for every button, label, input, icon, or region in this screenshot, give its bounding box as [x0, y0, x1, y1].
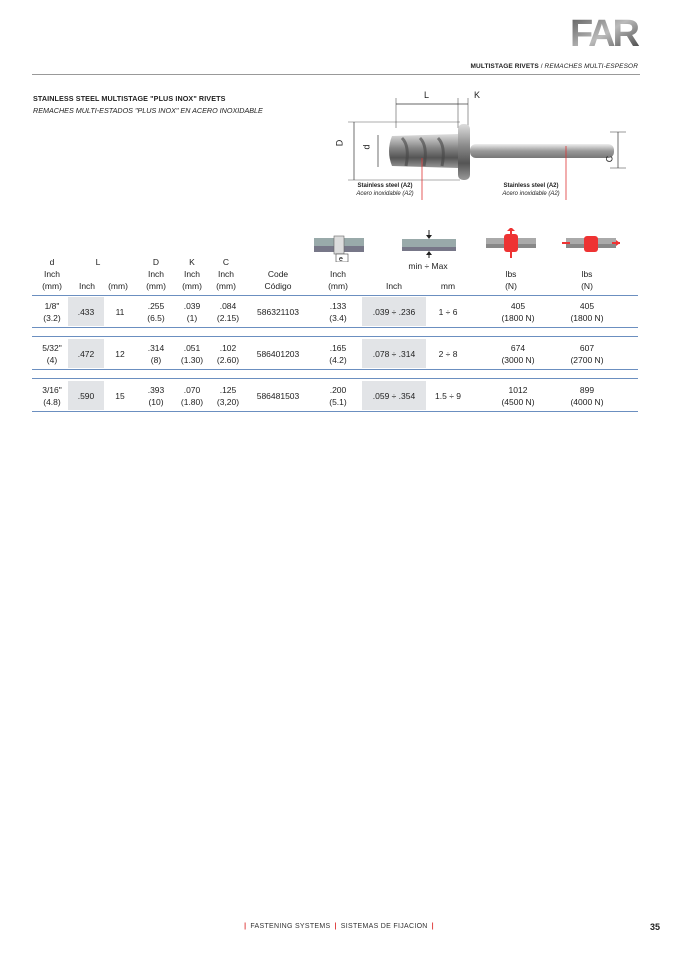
header-D — [138, 256, 174, 292]
cell-l-mm: 15 — [115, 391, 125, 401]
cell-K-inch: .051 — [183, 343, 201, 353]
cell-tensile — [556, 300, 618, 324]
header-d — [32, 256, 72, 292]
header-divider — [32, 295, 638, 296]
cell-C-inch: .102 — [219, 343, 237, 353]
cell-D-inch: .393 — [147, 385, 165, 395]
cell-D — [138, 384, 174, 408]
footer-left-text: FASTENING SYSTEMS — [250, 923, 331, 930]
section-label — [471, 63, 638, 70]
cell-K-mm: (1.80) — [180, 397, 204, 407]
cell-tensile-lbs: 607 — [579, 343, 595, 353]
cell-d — [32, 384, 72, 408]
header-C-inch: Inch — [217, 269, 235, 279]
header-shear-n: (N) — [505, 281, 517, 291]
header-shear — [486, 268, 536, 292]
cell-C — [208, 384, 248, 408]
cell-code: 586481503 — [256, 391, 300, 401]
cell-e — [316, 300, 360, 324]
header-code-es: Código — [264, 281, 292, 291]
cell-grip-mm: 1 ÷ 6 — [438, 307, 458, 317]
logo-text: FAR — [570, 13, 637, 52]
header-K — [174, 256, 210, 292]
cell-grip-inch: .039 ÷ .236 — [372, 307, 416, 317]
cell-grip-mm: 1.5 ÷ 9 — [435, 391, 461, 401]
cell-e-inch: .165 — [329, 343, 347, 353]
cell-code: 586321103 — [257, 307, 299, 317]
cell-d-inch: 5/32" — [42, 343, 62, 353]
header-l-inch: Inch — [78, 281, 96, 291]
header-d-inch: Inch — [43, 269, 61, 279]
body-material-en: Stainless steel (A2) — [357, 183, 413, 189]
shear-strength-icon — [484, 228, 538, 263]
tensile-strength-icon — [562, 230, 620, 261]
cell-tensile-n: (4000 N) — [570, 397, 604, 407]
cell-l-inch: .472 — [77, 349, 95, 359]
header-C-mm: (mm) — [216, 281, 236, 291]
header-tensile-n: (N) — [581, 281, 593, 291]
header-K-inch: Inch — [183, 269, 201, 279]
cell-e-mm: (4.2) — [329, 355, 347, 365]
cell-D-mm: (10) — [148, 397, 164, 407]
header-shear-lbs: lbs — [505, 269, 517, 279]
cell-tensile-lbs: 899 — [579, 385, 595, 395]
row-3-bottom-rule — [32, 411, 638, 412]
header-e-mm: (mm) — [328, 281, 348, 291]
section-label-bold: MULTISTAGE RIVETS — [470, 63, 539, 70]
cell-K-mm: (1.30) — [180, 355, 204, 365]
header-grip-mm: mm — [440, 281, 456, 291]
row-2-bottom-rule — [32, 369, 638, 370]
cell-tensile — [556, 384, 618, 408]
cell-grip-inch: .059 ÷ .354 — [372, 391, 416, 401]
cell-tensile-n: (2700 N) — [570, 355, 604, 365]
header-D-mm: (mm) — [146, 281, 166, 291]
cell-D-inch: .255 — [147, 301, 165, 311]
dim-c-label: C — [604, 155, 615, 163]
cell-D — [138, 300, 174, 324]
cell-shear-n: (1800 N) — [501, 313, 535, 323]
cell-C — [208, 300, 248, 324]
body-material-label — [340, 182, 430, 198]
header-rule — [32, 74, 640, 75]
cell-grip-inch: .078 ÷ .314 — [372, 349, 416, 359]
cell-l-mm: 11 — [115, 307, 125, 317]
cell-grip-mm: 2 ÷ 8 — [438, 349, 458, 359]
cell-e-inch: .200 — [329, 385, 347, 395]
header-D-inch: Inch — [147, 269, 165, 279]
cell-l-mm: 12 — [115, 349, 125, 359]
cell-d-inch: 1/8" — [44, 301, 60, 311]
header-l-mm: (mm) — [108, 281, 128, 291]
cell-shear — [486, 384, 550, 408]
cell-shear — [486, 300, 550, 324]
mandrel-material-es: Acero inoxidable (A2) — [502, 191, 560, 197]
cell-code: 586401203 — [256, 349, 300, 359]
footer-right-text: SISTEMAS DE FIJACION — [340, 923, 428, 930]
cell-K — [174, 384, 210, 408]
section-label-sep: / — [540, 63, 543, 70]
header-K-symbol: K — [189, 257, 195, 267]
page-subtitle: REMACHES MULTI-ESTADOS "PLUS INOX" EN ACERO INOXIDABLE — [33, 106, 263, 115]
footer-separator: | — [244, 923, 247, 930]
dim-l-label: L — [424, 90, 430, 100]
header-l: L — [95, 257, 101, 267]
footer-separator: | — [431, 923, 434, 930]
cell-d-mm: (4.8) — [43, 397, 61, 407]
cell-e-mm: (3.4) — [329, 313, 347, 323]
page-footer — [0, 923, 678, 930]
cell-C-inch: .125 — [219, 385, 237, 395]
header-grip: min ÷ Max — [408, 261, 448, 271]
cell-K-inch: .070 — [183, 385, 201, 395]
dim-D-label: D — [334, 139, 345, 147]
footer-separator: | — [334, 923, 337, 930]
edge-distance-letter: e — [339, 256, 343, 262]
header-tensile-lbs: lbs — [581, 269, 593, 279]
cell-K-inch: .039 — [183, 301, 201, 311]
cell-d-mm: (4) — [46, 355, 58, 365]
cell-d — [32, 342, 72, 366]
header-e — [316, 268, 360, 292]
cell-D — [138, 342, 174, 366]
dim-d-label: d — [361, 144, 372, 150]
grip-range-icon — [402, 230, 456, 263]
cell-e — [316, 342, 360, 366]
cell-e-mm: (5.1) — [329, 397, 347, 407]
cell-shear — [486, 342, 550, 366]
page-title: STAINLESS STEEL MULTISTAGE "PLUS INOX" RIVETS — [33, 94, 226, 103]
cell-shear-lbs: 405 — [510, 301, 526, 311]
header-code — [248, 268, 308, 292]
cell-tensile — [556, 342, 618, 366]
cell-C-mm: (2.15) — [216, 313, 240, 323]
header-code-en: Code — [267, 269, 289, 279]
edge-distance-icon — [314, 232, 364, 267]
cell-D-mm: (8) — [150, 355, 162, 365]
cell-e — [316, 384, 360, 408]
cell-l-inch: .433 — [77, 307, 95, 317]
header-d-symbol: d — [49, 257, 55, 267]
header-D-symbol: D — [152, 257, 160, 267]
cell-tensile-lbs: 405 — [579, 301, 595, 311]
body-material-es: Acero inoxidable (A2) — [356, 191, 414, 197]
section-label-italic: REMACHES MULTI-ESPESOR — [544, 63, 638, 70]
header-C-symbol: C — [222, 257, 230, 267]
far-logo — [568, 12, 640, 52]
cell-shear-lbs: 674 — [510, 343, 526, 353]
cell-d-mm: (3.2) — [43, 313, 61, 323]
cell-d — [32, 300, 72, 324]
cell-shear-lbs: 1012 — [508, 385, 528, 395]
cell-C-inch: .084 — [219, 301, 237, 311]
cell-tensile-n: (1800 N) — [570, 313, 604, 323]
rivet-diagram — [330, 88, 630, 208]
cell-C-mm: (3,20) — [216, 397, 240, 407]
cell-C — [208, 342, 248, 366]
row-3-top-rule — [32, 378, 638, 379]
cell-K-mm: (1) — [186, 313, 198, 323]
page-number: 35 — [649, 922, 660, 932]
cell-D-mm: (6.5) — [147, 313, 165, 323]
header-C — [208, 256, 244, 292]
cell-d-inch: 3/16" — [42, 385, 62, 395]
header-grip-inch: Inch — [385, 281, 403, 291]
row-1-bottom-rule — [32, 327, 638, 328]
cell-shear-n: (4500 N) — [501, 397, 535, 407]
header-K-mm: (mm) — [182, 281, 202, 291]
header-tensile — [562, 268, 612, 292]
dim-k-label: K — [474, 90, 481, 100]
cell-e-inch: .133 — [329, 301, 347, 311]
mandrel-material-en: Stainless steel (A2) — [503, 183, 559, 189]
cell-K — [174, 300, 210, 324]
header-d-mm: (mm) — [42, 281, 62, 291]
mandrel-material-label — [486, 182, 576, 198]
cell-C-mm: (2.60) — [216, 355, 240, 365]
header-e-inch: Inch — [329, 269, 347, 279]
cell-shear-n: (3000 N) — [501, 355, 535, 365]
cell-l-inch: .590 — [77, 391, 95, 401]
cell-D-inch: .314 — [147, 343, 165, 353]
row-2-top-rule — [32, 336, 638, 337]
cell-K — [174, 342, 210, 366]
